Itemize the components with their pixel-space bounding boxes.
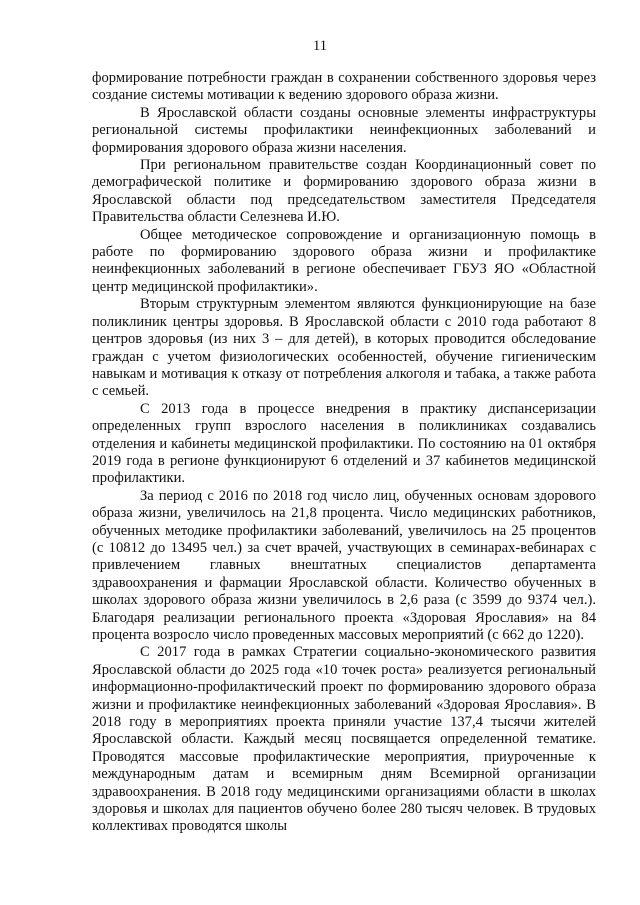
paragraph-methodical-support: Общее методическое сопровождение и организационную помощь в работе по формированию здорового образа жизни и профилактике неинфекционных заболеваний в регионе обеспечивает ГБУЗ ЯО «Областной центр медицинской профилактики». <box>92 226 596 295</box>
paragraph-coordination-council: При региональном правительстве создан Координационный совет по демографической политике и формированию здорового образа жизни в Ярославской области под председательством заместителя Председателя Правительства области Селезнева И.Ю. <box>92 157 596 226</box>
paragraph-prevention-departments: С 2013 года в процессе внедрения в практику диспансеризации определенных групп взрослого населения в поликлиниках создавались отделения и кабинеты медицинской профилактики. По состоянию на 01 октября 2019 года в регионе функционируют 6 отделений и 37 кабинетов медицинской профилактики. <box>92 400 596 487</box>
paragraph-healthy-yaroslavia-project: С 2017 года в рамках Стратегии социально-экономического развития Ярославской области до 2025 года «10 точек роста» реализуется региональный информационно-профилактический проект по формированию здорового образа жизни и профилактике неинфекционных заболеваний «Здоровая Ярославия». В 2018 году в мероприятиях проекта приняли участие 137,4 тысячи жителей Ярославской области. Каждый месяц посвящается определенной тематике. Проводятся массовые профилактические мероприятия, приуроченные к международным датам и всемирным дням Всемирной организации здравоохранения. В 2018 году медицинскими организациями области в школах здоровья и школах для пациентов обучено более 280 тысяч человек. В трудовых коллективах проводятся школы <box>92 644 596 835</box>
body-text <box>92 70 596 836</box>
paragraph-continuation: формирование потребности граждан в сохранении собственного здоровья через создание системы мотивации к ведению здорового образа жизни. <box>92 70 596 104</box>
page-number: 11 <box>313 38 327 54</box>
paragraph-infrastructure: В Ярославской области созданы основные элементы инфраструктуры региональной системы профилактики неинфекционных заболеваний и формирования здорового образа жизни населения. <box>92 104 596 156</box>
paragraph-health-centers: Вторым структурным элементом являются функционирующие на базе поликлиник центры здоровья. В Ярославской области с 2010 года работают 8 центров здоровья (из них 3 – для детей), в которых проводится обследование граждан с учетом физиологических особенностей, обучение гигиеническим навыкам и мотивация к отказу от потребления алкоголя и табака, а также работа с семьей. <box>92 296 596 400</box>
paragraph-training-statistics: За период с 2016 по 2018 год число лиц, обученных основам здорового образа жизни, увеличилось на 21,8 процента. Число медицинских работников, обученных методике профилактики заболеваний, увеличилось на 25 процентов (с 10812 до 13495 чел.) за счет врачей, участвующих в семинарах-вебинарах с привлечением главных внештатных специалистов департамента здравоохранения и фармации Ярославской области. Количество обученных в школах здорового образа жизни увеличилось в 2,6 раза (с 3599 до 9374 чел.). Благодаря реализации регионального проекта «Здоровая Ярославия» на 84 процента возросло число проведенных массовых мероприятий (с 662 до 1220). <box>92 487 596 643</box>
